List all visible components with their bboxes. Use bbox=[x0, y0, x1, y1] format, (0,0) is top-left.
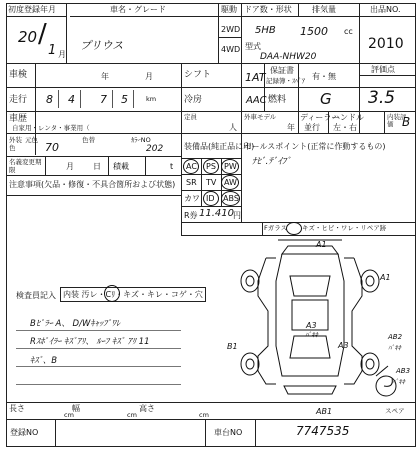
drive-label: 駆動 bbox=[221, 5, 237, 14]
exterior-model-label: 外車モデル bbox=[244, 113, 277, 121]
damage-note-2: ﾊﾟｷｷ bbox=[388, 344, 401, 352]
damage-mark-a3-side: A3 bbox=[338, 341, 349, 350]
shift-value: 1AT bbox=[245, 71, 266, 84]
warranty-label: 保証書 bbox=[270, 66, 294, 75]
name-change-day: 日 bbox=[93, 162, 101, 171]
damage-mark-a3-roof: A3 bbox=[306, 321, 317, 330]
key-label: R券 bbox=[184, 211, 198, 220]
equip-ac: AC bbox=[186, 162, 197, 171]
height-unit: cm bbox=[199, 411, 209, 419]
equip-sr: SR bbox=[186, 178, 197, 187]
dealer-sub: 並行 bbox=[304, 123, 320, 132]
loading-unit: t bbox=[170, 162, 174, 171]
ac-value: AAC bbox=[246, 95, 267, 106]
circle-mark-icon bbox=[104, 285, 120, 302]
equip-ps: PS bbox=[206, 162, 216, 171]
history-label: 車歴 bbox=[9, 114, 28, 124]
reg-no-label: 登録NO bbox=[10, 428, 39, 437]
circle-mark-icon bbox=[203, 191, 219, 206]
inspector-label: 検査員記入 bbox=[16, 291, 56, 300]
equip-pw: PW bbox=[224, 162, 237, 171]
car-diagram-icon bbox=[228, 236, 411, 402]
lot-value: 2010 bbox=[368, 36, 404, 52]
circle-mark-icon bbox=[221, 191, 240, 206]
sales-points-title: セールスポイント(正常に作動するもの) bbox=[244, 142, 386, 151]
capacity-unit: 人 bbox=[229, 123, 237, 132]
equip-leather: カワ bbox=[184, 194, 200, 203]
damage-mark-a1-top: A1 bbox=[316, 240, 327, 249]
chassis-no-value: 7747535 bbox=[296, 424, 350, 438]
interior-value: B bbox=[402, 115, 411, 129]
swap-color-label: 色替 bbox=[82, 136, 95, 144]
equip-abs: ABS bbox=[223, 194, 239, 203]
mileage-digit-4: 5 bbox=[121, 93, 128, 106]
displacement-label: 排気量 bbox=[312, 5, 336, 14]
mileage-unit: km bbox=[146, 95, 157, 103]
spare-label: スペア bbox=[385, 407, 405, 415]
month-unit: 月 bbox=[58, 50, 66, 59]
handle-label: ハンドル bbox=[332, 113, 364, 122]
color-label: 外装色 bbox=[9, 136, 22, 152]
inspector-items: 内装 汚レ・Cﾘ・キズ・キレ・コゲ・穴 bbox=[63, 290, 203, 299]
circle-mark-icon bbox=[183, 159, 199, 174]
color-no-value: 202 bbox=[146, 144, 164, 154]
model-label: 型式 bbox=[245, 42, 261, 51]
circle-mark-icon bbox=[221, 175, 239, 190]
drive-4wd: 4WD bbox=[221, 45, 241, 54]
doors-value: 5HB bbox=[255, 25, 276, 36]
history-sub: 自家用・レンタ・事業用（ bbox=[12, 124, 90, 132]
inspection-month-unit: 月 bbox=[145, 72, 153, 81]
damage-mark-a1-right: A1 bbox=[380, 273, 391, 282]
glass-items: キズ・ヒビ・ワレ・リペア跡 bbox=[302, 224, 387, 232]
circle-mark-icon bbox=[221, 159, 239, 174]
inspector-note-3: ｷｽﾞ、B bbox=[30, 356, 58, 366]
score-value: 3.5 bbox=[368, 88, 396, 108]
warranty-sub: 記録簿・ｽﾍﾟｱ bbox=[266, 77, 305, 85]
key-value: 11.410 bbox=[199, 208, 234, 219]
equipment-title: 装備品(純正品に印) bbox=[184, 142, 255, 151]
score-label: 評価点 bbox=[371, 65, 395, 74]
inspector-note-2: Rｽﾎﾟｲﾗｰ ｷｽﾞｱﾘ、 ﾙｰﾌ ｷｽﾞ ｱﾘ 11 bbox=[30, 337, 150, 347]
fuel-label: 燃料 bbox=[268, 95, 287, 105]
handle-value: 左・右 bbox=[333, 123, 357, 132]
mileage-label: 走行 bbox=[9, 95, 28, 105]
loading-label: 積載 bbox=[113, 162, 129, 171]
dealer-label: ディーラー bbox=[300, 113, 340, 122]
drive-2wd: 2WD bbox=[221, 25, 241, 34]
has-label: 有・無 bbox=[312, 72, 336, 81]
reg-year-value: 20 bbox=[18, 28, 38, 46]
name-grade-label: 車名・グレード bbox=[110, 5, 166, 14]
ac-label: 冷房 bbox=[184, 95, 203, 105]
name-change-label: 名義変更期限 bbox=[9, 158, 42, 175]
inspection-label: 車検 bbox=[9, 70, 28, 80]
model-value: DAA-NHW20 bbox=[260, 52, 317, 62]
reg-month-value: 1 bbox=[48, 43, 57, 58]
lot-label: 出品NO. bbox=[370, 5, 401, 14]
shift-label: シフト bbox=[184, 70, 212, 80]
damage-note-3: ﾊﾟｷｷ bbox=[392, 378, 405, 386]
name-change-month: 月 bbox=[66, 162, 74, 171]
fuel-value: G bbox=[320, 90, 332, 108]
mileage-digit-1: 8 bbox=[46, 93, 53, 106]
height-label: 高さ bbox=[139, 404, 155, 413]
inspection-year-unit: 年 bbox=[101, 72, 109, 81]
damage-mark-b1: B1 bbox=[227, 342, 238, 351]
mileage-digit-2: 4 bbox=[68, 93, 75, 106]
exterior-year-unit: 年 bbox=[287, 123, 295, 132]
notes-title: 注意事項(欠品・修復・不具合箇所および状態) bbox=[9, 180, 176, 189]
circle-mark-icon bbox=[203, 159, 219, 174]
color-no-label: ｶﾗｰNO bbox=[131, 136, 151, 144]
color-value: 70 bbox=[45, 141, 59, 154]
damage-mark-ab3: AB3 bbox=[396, 367, 411, 375]
auction-sheet: 初度登録年月 車名・グレード 駆動 ドア数・形状 排気量 出品NO. 20 / 1 月 プリウス 2WD 4WD 5HB 1500 cc 型式 DAA-NHW20 2010 車検 年 月 シフト 1AT 保証書 記録簿・ｽﾍﾟｱ 有・無 評価点 走行 8 4 7 5 km 冷房 AAC 燃料 G 3.5 車歴 自家用・レンタ・事業用（ 定員 人 外車モデル 年 ディーラー 並行 ハンドル 左・右 内装評価 B 外装色 元色 70 色替 ｶﾗｰNO 202 名義変更期限 月 日 積載 t 注意事項(欠品・修復・不具合箇所および状態) 装備品(純正品に印) AC PS PW SR TV AW カワ ID ABS R券 11.410 円 セールスポイント(正常に作動するもの) ﾅﾋﾞ.ﾃﾞｲﾌﾞ Fガラス キズ・ヒビ・ワレ・リペア跡 検査員記入 内装 汚レ・Cﾘ・キズ・キレ・コゲ・穴 Bﾋﾟﾗｰ A、 D/Wｷｬｯﾌﾟﾜﾚ Rｽﾎﾟｲﾗｰ ｷｽﾞｱﾘ、 ﾙｰﾌ ｷｽﾞ ｱﾘ 11 ｷｽﾞ、B A1 A1 A3 B1 A3 AB2 AB3 AB1 ﾊﾟｷｷ ﾊﾟｷｷ ﾊﾟｷｷ スペア 長さ cm 幅 cm 高さ cm 登録NO 車台NO 7747535 bbox=[0, 0, 420, 450]
damage-note-1: ﾊﾟｷｷ bbox=[305, 331, 318, 339]
key-unit: 円 bbox=[233, 211, 241, 220]
length-unit: cm bbox=[64, 411, 74, 419]
doors-label: ドア数・形状 bbox=[244, 5, 292, 14]
first-reg-label: 初度登録年月 bbox=[8, 5, 56, 14]
sales-points-value: ﾅﾋﾞ.ﾃﾞｲﾌﾞ bbox=[252, 157, 291, 167]
vehicle-name-value: プリウス bbox=[80, 39, 124, 52]
original-color-label: 元色 bbox=[25, 136, 38, 144]
width-unit: cm bbox=[127, 411, 137, 419]
equip-aw: AW bbox=[224, 178, 237, 187]
damage-mark-ab1: AB1 bbox=[316, 407, 333, 416]
length-label: 長さ bbox=[9, 404, 25, 413]
chassis-no-label: 車台NO bbox=[214, 428, 243, 437]
glass-label: Fガラス bbox=[264, 224, 288, 232]
equip-tv: TV bbox=[206, 178, 217, 187]
width-label: 幅 bbox=[72, 404, 80, 413]
equip-id: ID bbox=[206, 194, 215, 203]
displacement-value: 1500 bbox=[300, 25, 328, 38]
damage-mark-ab2: AB2 bbox=[388, 333, 403, 341]
inspector-note-1: Bﾋﾟﾗｰ A、 D/Wｷｬｯﾌﾟﾜﾚ bbox=[30, 319, 121, 329]
mileage-digit-3: 7 bbox=[100, 93, 107, 106]
displacement-unit: cc bbox=[344, 27, 353, 36]
interior-label: 内装評価 bbox=[387, 113, 407, 129]
capacity-label: 定員 bbox=[184, 113, 197, 121]
circle-mark-icon bbox=[286, 222, 302, 235]
